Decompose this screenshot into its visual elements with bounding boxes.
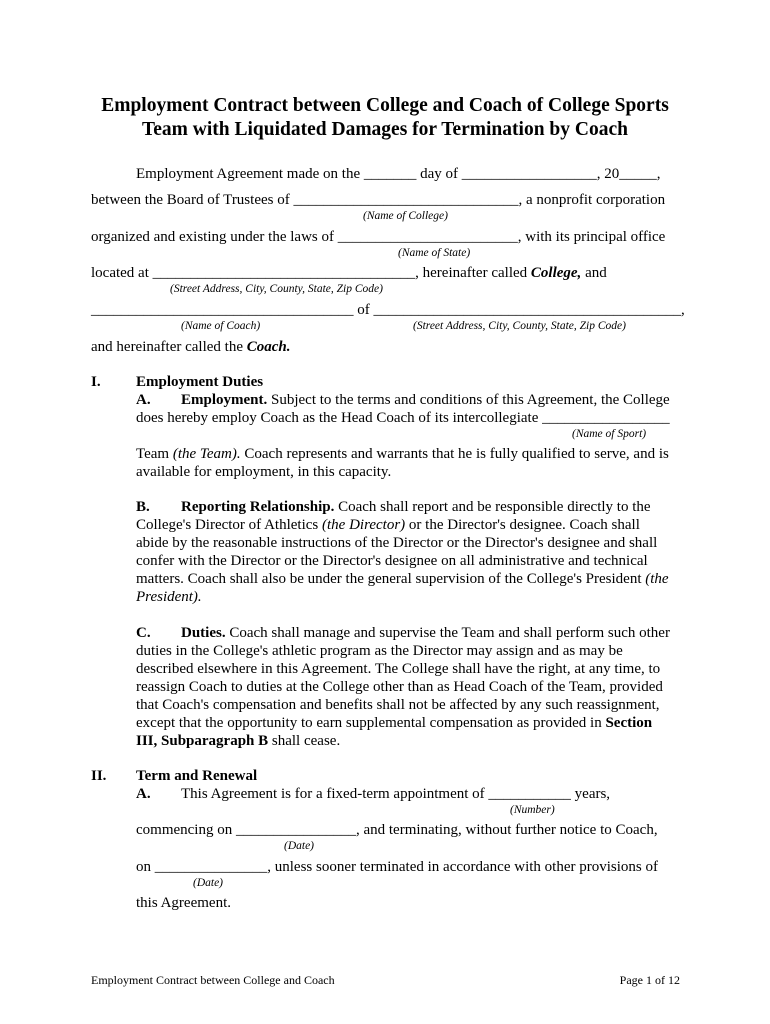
section-1c-line-7: III, Subparagraph B shall cease. (136, 733, 341, 749)
preamble-line-4: located at ___________________________________, hereinafter called College, and (91, 265, 607, 281)
caption-address-1: (Street Address, City, County, State, Zip Code) (170, 283, 383, 295)
section-2a-line-4: this Agreement. (136, 895, 231, 911)
section-1b-label: B. (136, 499, 150, 515)
section-1a-line-1: Employment. Subject to the terms and conditions of this Agreement, the College (181, 392, 670, 408)
section-1a-line-3: Team (the Team). Coach represents and warrants that he is fully qualified to serve, and is (136, 446, 669, 462)
section-1b-line-2: College's Director of Athletics (the Director) or the Director's designee. Coach shall (136, 517, 640, 533)
preamble-line-2: between the Board of Trustees of ______________________________, a nonprofit corporation (91, 192, 666, 208)
preamble-line-3: organized and existing under the laws of ________________________, with its principal office (91, 229, 666, 245)
section-1c-line-4: reassign Coach to duties at the College other than as Head Coach of the Team, provided (136, 679, 663, 695)
caption-name-of-coach: (Name of Coach) (181, 320, 261, 332)
section-2-number: II. (91, 768, 107, 784)
footer-page-number: Page 1 of 12 (619, 973, 680, 987)
caption-number: (Number) (510, 804, 555, 816)
title-line-2: Team with Liquidated Damages for Termination by Coach (142, 119, 628, 140)
caption-name-of-state: (Name of State) (398, 247, 471, 259)
section-1a-label: A. (136, 392, 151, 408)
section-2a-line-3: on _______________, unless sooner terminated in accordance with other provisions of (136, 859, 658, 875)
section-1c-line-6: except that the opportunity to earn supplemental compensation as provided in Section (136, 715, 653, 731)
college-defined-term: College, (530, 265, 582, 281)
section-1b-line-4: confer with the Director or the Director's designee on all administrative and technical (136, 553, 648, 569)
title-line-1: Employment Contract between College and Coach of College Sports (101, 95, 669, 116)
coach-defined-term: Coach. (246, 339, 291, 355)
section-1a-line-2: does hereby employ Coach as the Head Coach of its intercollegiate _________________ (136, 410, 670, 426)
section-2a-line-2: commencing on ________________, and terminating, without further notice to Coach, (136, 822, 658, 838)
footer-document-name: Employment Contract between College and Coach (91, 973, 335, 987)
section-1c-label: C. (136, 625, 151, 641)
preamble-line-5: ___________________________________ of _________________________________________, (91, 302, 685, 318)
section-2a-label: A. (136, 786, 151, 802)
section-1b-line-1: Reporting Relationship. Coach shall report and be responsible directly to the (181, 499, 651, 515)
section-2-heading: Term and Renewal (136, 768, 258, 784)
section-1b-line-6: President). (136, 589, 202, 605)
caption-date-2: (Date) (193, 877, 224, 889)
section-1-heading: Employment Duties (136, 374, 264, 390)
section-1c-line-5: that Coach's compensation and benefits shall not be affected by any such reassignment, (136, 697, 660, 713)
document-title (60, 94, 710, 142)
section-1b-line-5: matters. Coach shall also be under the general supervision of the College's President (the (136, 571, 669, 587)
section-1c-line-2: duties in the College's athletic program as the Director may assign and as may be (136, 643, 623, 659)
caption-date-1: (Date) (284, 840, 315, 852)
section-1-number: I. (91, 374, 101, 390)
section-2a-line-1: This Agreement is for a fixed-term appointment of ___________ years, (181, 786, 611, 802)
caption-name-of-college: (Name of College) (363, 210, 448, 222)
caption-address-2: (Street Address, City, County, State, Zip Code) (413, 320, 626, 332)
preamble-line-6: and hereinafter called the Coach. (91, 339, 291, 355)
section-1a-line-4: available for employment, in this capacity. (136, 464, 392, 480)
section-1b-line-3: abide by the reasonable instructions of the Director or the Director's designee and shall (136, 535, 658, 551)
caption-name-of-sport: (Name of Sport) (572, 428, 647, 440)
preamble-line-1: Employment Agreement made on the _______ day of __________________, 20_____, (136, 166, 661, 182)
section-1c-line-1: Duties. Coach shall manage and supervise the Team and shall perform such other (181, 625, 670, 641)
section-1c-line-3: described elsewhere in this Agreement. The College shall have the right, at any time, to (136, 661, 661, 677)
